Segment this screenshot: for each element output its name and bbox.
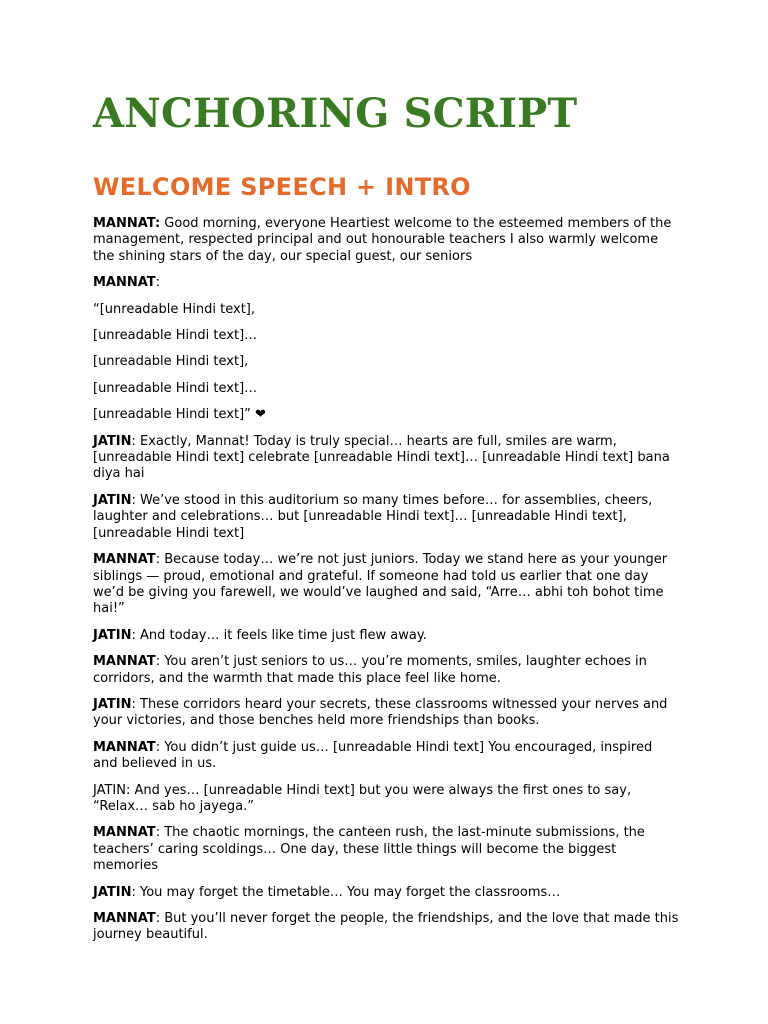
dialogue-text: [unreadable Hindi text], <box>93 354 249 370</box>
dialogue-line <box>93 911 679 944</box>
speaker-name: JATIN <box>93 782 126 798</box>
dialogue-line <box>93 628 679 644</box>
speaker-name: MANNAT <box>93 825 156 841</box>
dialogue-text: : Exactly, Mannat! Today is truly special… hearts are full, smiles are warm, [unreadable Hindi text] celebrate [unreadable Hindi text]… [unreadable Hindi text] bana diya hai <box>93 433 670 482</box>
dialogue-line <box>93 381 679 397</box>
speaker-name: JATIN <box>93 627 132 643</box>
dialogue-line <box>93 740 679 773</box>
document-title: ANCHORING SCRIPT <box>93 90 578 137</box>
speaker-name: MANNAT <box>93 275 156 291</box>
dialogue-text: [unreadable Hindi text]” ❤ <box>93 407 266 423</box>
dialogue-line <box>93 302 679 318</box>
dialogue-line <box>93 216 679 265</box>
speaker-name: MANNAT <box>93 739 156 755</box>
speaker-name: MANNAT <box>93 552 156 568</box>
dialogue-text: : You may forget the timetable… You may forget the classrooms… <box>131 884 561 900</box>
dialogue-line <box>93 825 679 874</box>
dialogue-line <box>93 275 679 291</box>
dialogue-text: : <box>155 275 161 291</box>
speaker-name: JATIN <box>93 433 132 449</box>
dialogue-text: : Because today… we’re not just juniors. Today we stand here as your younger siblings — proud, emotional and grateful. If someone had told us earlier that one day we’d be giving you farewell, we would’ve laughed and said, “Arre… abhi toh bohot time hai!” <box>93 552 668 617</box>
dialogue-line <box>93 697 679 730</box>
section-heading: WELCOME SPEECH + INTRO <box>93 173 471 201</box>
dialogue-line <box>93 493 679 542</box>
dialogue-text: “[unreadable Hindi text], <box>93 301 256 317</box>
speaker-name: MANNAT <box>93 911 156 926</box>
dialogue-text: : You didn’t just guide us… [unreadable Hindi text] You encouraged, inspired and believed in us. <box>93 739 653 772</box>
dialogue-line <box>93 354 679 370</box>
dialogue-text: [unreadable Hindi text]… <box>93 380 258 396</box>
dialogue-text: : These corridors heard your secrets, these classrooms witnessed your nerves and your victories, and those benches held more friendships than books. <box>93 696 668 729</box>
dialogue-text: [unreadable Hindi text]… <box>93 328 258 344</box>
dialogue-line <box>93 552 679 618</box>
document-page <box>93 88 679 954</box>
dialogue-text: Good morning, everyone Heartiest welcome to the esteemed members of the management, respected principal and out honourable teachers I also warmly welcome the shining stars of the day, our special guest, our seniors <box>93 216 672 264</box>
dialogue-text: : And today… it feels like time just flew away. <box>131 627 427 643</box>
speaker-name: MANNAT <box>93 654 156 670</box>
speaker-name: MANNAT: <box>93 216 161 231</box>
script-body <box>93 216 679 944</box>
speaker-name: JATIN <box>93 696 132 712</box>
dialogue-text: : We’ve stood in this auditorium so many times before… for assemblies, cheers, laughter and celebrations… but [unreadable Hindi text]… [unreadable Hindi text], [unreadable Hindi text] <box>93 492 653 541</box>
dialogue-line <box>93 328 679 344</box>
dialogue-line <box>93 407 679 423</box>
dialogue-text: : The chaotic mornings, the canteen rush, the last-minute submissions, the teachers’ caring scoldings… One day, these little things will become the biggest memories <box>93 825 645 874</box>
dialogue-text: : But you’ll never forget the people, the friendships, and the love that made this journey beautiful. <box>93 911 679 943</box>
dialogue-line <box>93 783 679 816</box>
dialogue-text: : You aren’t just seniors to us… you’re moments, smiles, laughter echoes in corridors, and the warmth that made this place feel like home. <box>93 654 647 686</box>
dialogue-line <box>93 885 679 901</box>
speaker-name: JATIN <box>93 492 132 508</box>
dialogue-line <box>93 434 679 483</box>
dialogue-line <box>93 654 679 687</box>
speaker-name: JATIN <box>93 884 132 900</box>
dialogue-text: : And yes… [unreadable Hindi text] but you were always the first ones to say, “Relax… sab ho jayega.” <box>93 782 632 814</box>
